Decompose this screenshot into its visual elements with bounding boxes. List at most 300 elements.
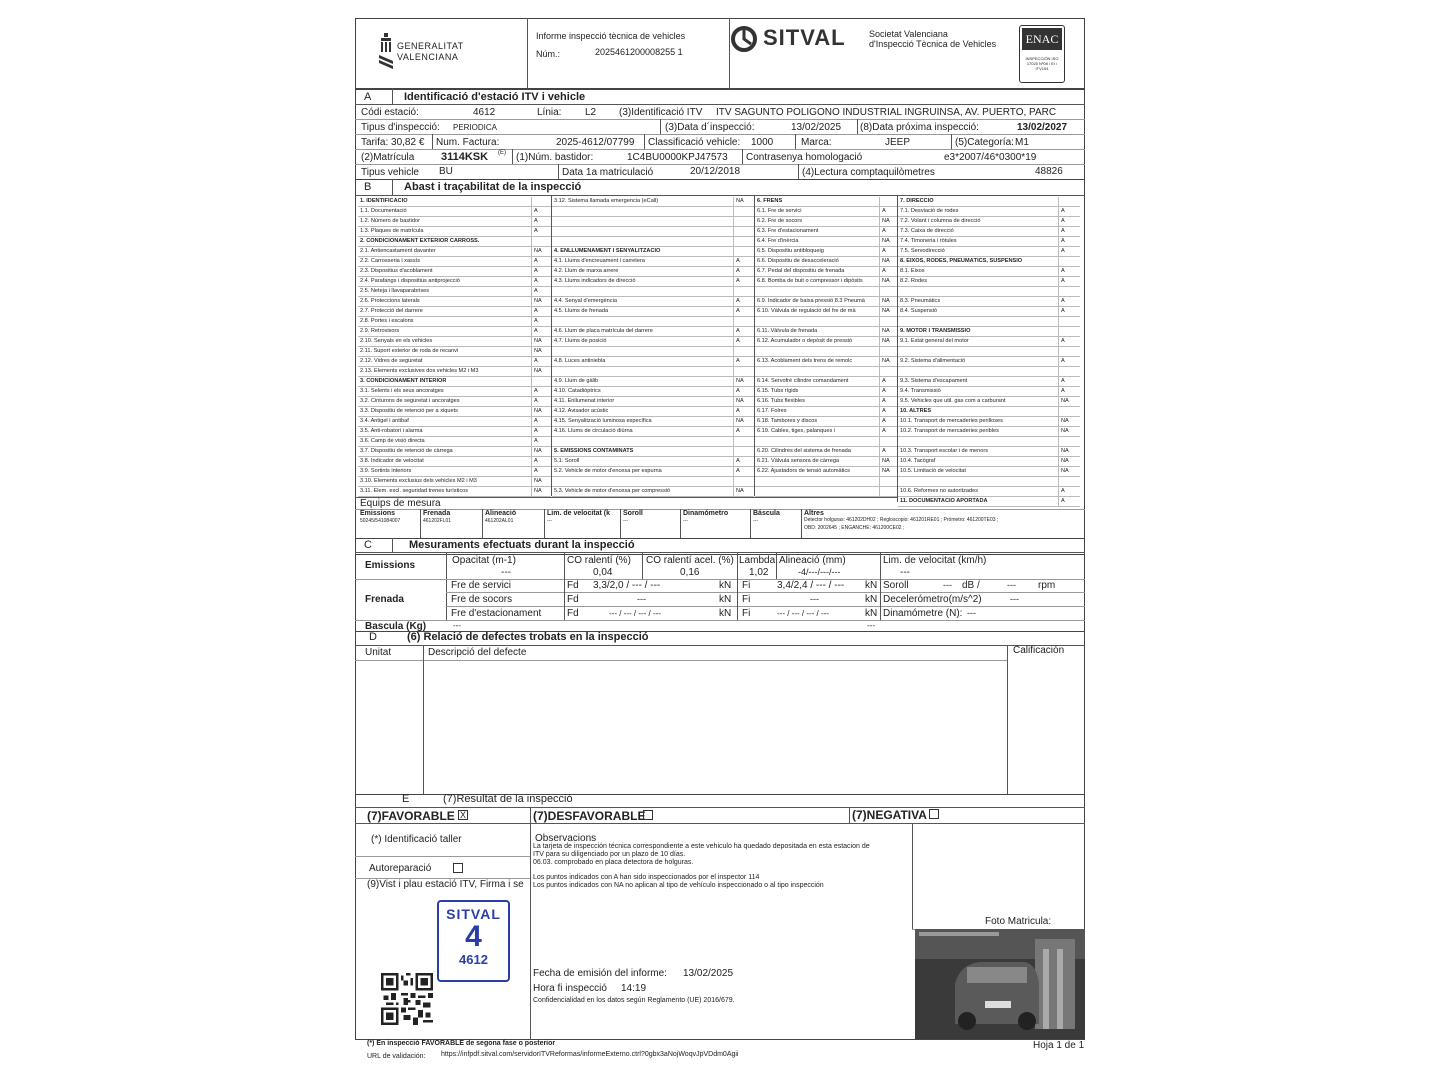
checklist-item-result: NA [882, 298, 890, 304]
marca-value: JEEP [885, 137, 911, 148]
checklist-separator [1058, 387, 1059, 396]
negativa-checkbox[interactable] [929, 809, 939, 819]
checklist-item-result: A [534, 328, 538, 334]
equips-title: Equips de mesura [360, 498, 441, 509]
col-descripcio: Descripció del defecte [428, 647, 527, 658]
observacions-title: Observacions [535, 833, 597, 844]
checklist-separator [879, 417, 880, 426]
checklist-separator [879, 197, 880, 206]
checklist-item-result: A [736, 308, 740, 314]
estac-fd-value: --- / --- / --- / --- [609, 609, 661, 618]
checklist-row [898, 377, 1080, 387]
checklist-separator [1058, 367, 1059, 376]
bascula-value: --- [453, 621, 461, 630]
obs-line-3: 06.03. comprobado en placa detectora de holguras. [533, 859, 694, 866]
checklist-item-result: NA [1061, 468, 1069, 474]
checklist-item-result: A [736, 258, 740, 264]
checklist-item-label: 2.6. Proteccions laterals [360, 298, 420, 304]
checklist-item-result: A [534, 278, 538, 284]
checklist-row [755, 487, 897, 497]
checklist-separator [879, 317, 880, 326]
checklist-row [358, 397, 551, 407]
checklist-item-result: A [736, 408, 740, 414]
prox-value: 13/02/2027 [1017, 122, 1068, 133]
dinam-label: Dinamómetre (N): [883, 608, 963, 619]
checklist-item-result: A [736, 298, 740, 304]
checklist-separator [1058, 337, 1059, 346]
checklist-item-label: 5.1. Soroll [554, 458, 580, 464]
socors-fd-label: Fd [567, 594, 579, 605]
checklist-item-result: NA [736, 488, 744, 494]
checklist-item-label: 2.4. Parafangs i dispositius antiprojecció [360, 278, 460, 284]
favorable-checkbox[interactable]: X [459, 810, 466, 820]
equips-header: Altres [804, 510, 824, 517]
checklist-item-label: 4.8. Luces antiniebla [554, 358, 606, 364]
soroll-rpm: rpm [1038, 580, 1056, 591]
checklist-row [755, 227, 897, 237]
bast-label: (1)Núm. bastidor: [516, 152, 594, 163]
checklist-item-result: NA [534, 348, 542, 354]
checklist-item-label: 10.5. Limitació de velocitat [900, 468, 966, 474]
stamp-code: 4612 [459, 952, 488, 967]
checklist-row [358, 307, 551, 317]
checklist-row [552, 367, 754, 377]
checklist-row [755, 307, 897, 317]
checklist-row [755, 347, 897, 357]
checklist-item-label: 2.11. Suport exterior de roda de recanvi [360, 348, 459, 354]
checklist-item-result: A [1061, 228, 1065, 234]
checklist-item-result: A [1061, 238, 1065, 244]
checklist-row [358, 227, 551, 237]
checklist-row [755, 237, 897, 247]
checklist-separator [733, 247, 734, 256]
sitval-logo-icon [731, 26, 757, 52]
checklist-item-result: A [882, 448, 886, 454]
data1-value: 20/12/2018 [690, 166, 741, 177]
equips-value: 461202AL01 [485, 518, 514, 524]
checklist-item-label: 6.13. Acoblament dels trens de remolc [757, 358, 853, 364]
favorable-label: (7)FAVORABLE [367, 809, 455, 823]
checklist-separator [1058, 457, 1059, 466]
checklist-row [552, 337, 754, 347]
data-value: 13/02/2025 [791, 122, 842, 133]
checklist-row [552, 267, 754, 277]
checklist-item-label: 6.22. Ajustadors de tensió automàtics [757, 468, 850, 474]
checklist-separator [879, 237, 880, 246]
equips-value: 50245/541084007 [360, 518, 401, 524]
checklist-row [898, 197, 1080, 207]
checklist-separator [879, 477, 880, 486]
checklist-item-label: 3.4. Antigel i antibaf [360, 418, 409, 424]
checklist-item-label: 8.3. Pneumàtics [900, 298, 941, 304]
checklist-column-1 [358, 197, 551, 497]
checklist-item-label: 10.4. Tacògraf [900, 458, 936, 464]
checklist-row [755, 297, 897, 307]
checklist-item-result: NA [882, 308, 890, 314]
negativa-label: (7)NEGATIVA [852, 808, 927, 822]
checklist-separator [531, 207, 532, 216]
checklist-item-result: A [1061, 388, 1065, 394]
checklist-separator [1058, 487, 1059, 496]
checklist-row [358, 447, 551, 457]
tipus-value: PERIODICA [453, 123, 498, 132]
checklist-row [358, 247, 551, 257]
checklist-item-result: A [1061, 248, 1065, 254]
checklist-item-label: 2.5. Neteja i llavaparabrises [360, 288, 430, 294]
checklist-row [898, 347, 1080, 357]
checklist-item-label: 6.4. Fre d'inèrcia [757, 238, 799, 244]
checklist-separator [531, 197, 532, 206]
checklist-separator [733, 267, 734, 276]
checklist-item-result: NA [882, 218, 890, 224]
checklist-row [898, 427, 1080, 437]
checklist-row [898, 387, 1080, 397]
checklist-item-label: 7.3. Caixa de direcció [900, 228, 954, 234]
checklist-item-result: A [534, 258, 538, 264]
checklist-row [898, 407, 1080, 417]
stamp-top: SITVAL [446, 906, 501, 922]
checklist-item-result: NA [1061, 428, 1069, 434]
checklist-separator [879, 377, 880, 386]
socors-fd-kn: kN [719, 594, 732, 605]
ident-value: ITV SAGUNTO POLIGONO INDUSTRIAL INGRUINSA, AV. PUERTO, PARC [716, 107, 1057, 118]
checklist-item-result: A [534, 458, 538, 464]
checklist-item-result: NA [534, 448, 542, 454]
checklist-item-label: 2.13. Elements exclusives dos vehicles M2 i M3 [360, 368, 479, 374]
checklist-separator [531, 267, 532, 276]
co-acel-label: CO ralentí acel. (%) [646, 555, 734, 566]
confidencialidad-text: Confidencialidad en los datos según Reglamento (UE) 2016/679. [533, 997, 735, 1004]
foto-matricula-label: Foto Matricula: [985, 916, 1052, 927]
co-ralenti-label: CO ralentí (%) [567, 555, 631, 566]
checklist-item-result: A [736, 268, 740, 274]
checklist-row [898, 217, 1080, 227]
checklist-row [358, 437, 551, 447]
checklist-row [755, 457, 897, 467]
checklist-item-result: A [736, 388, 740, 394]
checklist-item-label: 6.17. Folres [757, 408, 787, 414]
checklist-item-label: 2. CONDICIONAMENT EXTERIOR CARROSS. [360, 238, 480, 244]
checklist-item-result: A [882, 428, 886, 434]
checklist-row [358, 237, 551, 247]
checklist-row [552, 247, 754, 257]
checklist-item-result: NA [882, 458, 890, 464]
checklist-separator [879, 227, 880, 236]
checklist-row [755, 197, 897, 207]
checklist-row [898, 467, 1080, 477]
checklist-item-result: A [534, 438, 538, 444]
equips-header: Dinamómetro [683, 510, 729, 517]
estac-label: Fre d'estacionament [451, 608, 542, 619]
checklist-separator [1058, 427, 1059, 436]
checklist-item-label: 5.3. Vehicle de motor d'encesa per compressió [554, 488, 671, 494]
tarifa: Tarifa: 30,82 € [361, 137, 425, 148]
marca-label: Marca: [801, 137, 832, 148]
col-unitat: Unitat [365, 647, 392, 658]
mat-sup: (E) [498, 150, 506, 156]
checklist-row [552, 377, 754, 387]
checklist-separator [879, 427, 880, 436]
checklist-separator [1058, 347, 1059, 356]
checklist-item-result: A [534, 228, 538, 234]
checklist-row [552, 477, 754, 487]
checklist-separator [531, 397, 532, 406]
checklist-separator [1058, 327, 1059, 336]
checklist-item-result: A [534, 208, 538, 214]
checklist-row [898, 317, 1080, 327]
checklist-row [552, 287, 754, 297]
estac-fd-kn: kN [719, 608, 732, 619]
checklist-item-result: A [1061, 358, 1065, 364]
frenada-label: Frenada [365, 594, 404, 605]
checklist-column-3 [755, 197, 897, 497]
cat-value: M1 [1015, 137, 1029, 148]
checklist-row [358, 287, 551, 297]
checklist-separator [531, 277, 532, 286]
checklist-separator [879, 447, 880, 456]
checklist-item-result: A [1061, 278, 1065, 284]
checklist-row [358, 217, 551, 227]
inspection-report-sheet [355, 18, 1085, 1068]
checklist-separator [531, 387, 532, 396]
checklist-item-label: 8. EIXOS, RODES, PNEUMÀTICS, SUSPENSIÓ [900, 258, 1023, 264]
servei-fi-kn: kN [865, 580, 878, 591]
checklist-separator [531, 227, 532, 236]
checklist-separator [531, 317, 532, 326]
checklist-separator [733, 457, 734, 466]
checklist-separator [531, 337, 532, 346]
checklist-row [552, 277, 754, 287]
checklist-item-result: NA [534, 478, 542, 484]
checklist-separator [1058, 207, 1059, 216]
checklist-row [898, 357, 1080, 367]
socors-fi-label: Fi [742, 594, 751, 605]
checklist-separator [531, 327, 532, 336]
desfavorable-checkbox[interactable] [643, 810, 653, 820]
checklist-item-label: 2.12. Vidres de seguretat [360, 358, 423, 364]
checklist-item-label: 3.10. Elements exclusius dels vehicles M2 i M3 [360, 478, 477, 484]
dinam-value: --- [967, 608, 976, 618]
altres-line2: OBD: 2002645 ; ENGANCHE: 461200CE02 ; [804, 525, 905, 531]
checklist-item-result: NA [1061, 398, 1069, 404]
checklist-row [552, 387, 754, 397]
bascula-label: Bascula (Kg) [365, 621, 427, 632]
checklist-row [358, 457, 551, 467]
section-a-title: Identificació d'estació ITV i vehicle [404, 91, 586, 103]
km-label: (4)Lectura comptaquilòmetres [802, 167, 935, 178]
checklist-separator [733, 237, 734, 246]
checklist-separator [733, 277, 734, 286]
checklist-row [898, 307, 1080, 317]
checklist-item-result: NA [882, 328, 890, 334]
bascula-value-2: --- [867, 621, 875, 630]
altres-line1: Detector holguras: 461202DH02 ; Regloscopio: 461201RE01 ; Prómetro: 461200TE03 ; [804, 517, 999, 523]
checklist-separator [733, 297, 734, 306]
checklist-item-result: A [736, 328, 740, 334]
checklist-separator [733, 437, 734, 446]
tipus-label: Tipus d'inspecció: [361, 122, 440, 133]
checklist-row [552, 467, 754, 477]
checklist-separator [531, 357, 532, 366]
checklist-separator [1058, 257, 1059, 266]
checklist-item-result: NA [534, 248, 542, 254]
checklist-row [898, 227, 1080, 237]
emission-date-value: 13/02/2025 [683, 968, 734, 979]
checklist-row [358, 197, 551, 207]
socors-fi-value: --- [810, 594, 819, 604]
checklist-separator [733, 197, 734, 206]
checklist-separator [879, 267, 880, 276]
autoreparacio-checkbox[interactable] [453, 863, 463, 873]
checklist-item-result: A [1061, 298, 1065, 304]
checklist-row [898, 277, 1080, 287]
cat-label: (5)Categoría: [955, 137, 1014, 148]
checklist-item-label: 5. EMISSIONS CONTAMINATS [554, 448, 634, 454]
checklist-item-label: 6.18. Tambores y discos [757, 418, 818, 424]
checklist-item-result: A [882, 268, 886, 274]
url-link[interactable]: https://infpdf.sitval.com/servidorITVReformas/informeExterno.ctrl?0gbx3aNojWoqvJpVDdm0Agii [441, 1051, 739, 1058]
checklist-item-label: 3.3. Dispositiu de retenció per a xiquets [360, 408, 458, 414]
checklist-separator [733, 427, 734, 436]
checklist-item-result: A [882, 378, 886, 384]
checklist-item-label: 6.12. Acumulador o depòsit de pressió [757, 338, 853, 344]
estac-fd-label: Fd [567, 608, 579, 619]
checklist-item-label: 10.6. Reformes no autoritzades [900, 488, 979, 494]
checklist-row [898, 397, 1080, 407]
checklist-item-result: NA [1061, 448, 1069, 454]
section-c-title: Mesuraments efectuats durant la inspecció [409, 539, 635, 551]
lambda-label: Lambda [739, 555, 776, 566]
checklist-separator [1058, 417, 1059, 426]
servei-fd-kn: kN [719, 580, 732, 591]
obs-line-5: Los puntos indicados con NA no aplican al tipo de vehículo inspeccionado o al tipo inspección [533, 882, 824, 889]
checklist-separator [1058, 267, 1059, 276]
servei-fd-label: Fd [567, 580, 579, 591]
mat-label: (2)Matrícula [361, 152, 415, 163]
limvel-label: Lim. de velocitat (km/h) [883, 555, 987, 566]
socors-fd-value: --- [637, 594, 646, 604]
checklist-item-result: NA [882, 468, 890, 474]
checklist-separator [733, 337, 734, 346]
checklist-item-label: 7. DIRECCIÓ [900, 198, 934, 204]
hora-label: Hora fi inspecció [533, 983, 607, 994]
checklist-separator [733, 317, 734, 326]
enac-mark: ENAC [1022, 28, 1062, 50]
checklist-item-label: 6.3. Fre d'estacionament [757, 228, 819, 234]
gv-line2: VALENCIANA [397, 52, 459, 62]
checklist-item-label: 1.3. Plaques de matrícula [360, 228, 424, 234]
url-label: URL de validación: [367, 1053, 426, 1060]
checklist-item-label: 7.5. Servodirecció [900, 248, 945, 254]
checklist-separator [879, 467, 880, 476]
checklist-item-result: A [1061, 378, 1065, 384]
checklist-separator [1058, 237, 1059, 246]
checklist-separator [733, 377, 734, 386]
checklist-item-label: 4.16. Llums de circulació diürna [554, 428, 633, 434]
section-b-title: Abast i traçabilitat de la inspecció [404, 181, 582, 193]
checklist-item-result: A [534, 288, 538, 294]
checklist-item-result: A [736, 338, 740, 344]
checklist-separator [1058, 317, 1059, 326]
checklist-separator [531, 437, 532, 446]
checklist-row [755, 377, 897, 387]
equips-header: Lim. de velocitat (k [547, 510, 611, 517]
alin-value: -4/---/---/--- [798, 567, 841, 577]
checklist-item-label: 6.21. Vàlvula sensora de càrrega [757, 458, 840, 464]
checklist-item-label: 10.2. Transport de mercaderies peribles [900, 428, 999, 434]
checklist-column-2 [552, 197, 754, 497]
checklist-separator [879, 297, 880, 306]
checklist-row [898, 447, 1080, 457]
checklist-item-result: A [534, 468, 538, 474]
checklist-item-result: A [882, 248, 886, 254]
checklist-row [898, 337, 1080, 347]
checklist-row [898, 287, 1080, 297]
sitval-sub2: d'Inspecció Tècnica de Vehicles [869, 39, 997, 49]
checklist-row [898, 487, 1080, 497]
checklist-row [552, 417, 754, 427]
checklist-item-result: A [882, 388, 886, 394]
checklist-row [358, 207, 551, 217]
checklist-row [358, 487, 551, 497]
checklist-separator [733, 347, 734, 356]
checklist-row [755, 477, 897, 487]
checklist-separator [1058, 497, 1059, 506]
checklist-item-label: 6.11. Vàlvula de frenada [757, 328, 818, 334]
checklist-separator [879, 487, 880, 496]
checklist-separator [531, 217, 532, 226]
checklist-item-label: 4.12. Avisador acústic [554, 408, 609, 414]
checklist-row [898, 257, 1080, 267]
checklist-item-result: NA [882, 238, 890, 244]
checklist-separator [531, 417, 532, 426]
checklist-item-label: 6.2. Fre de socors [757, 218, 803, 224]
footer-note: (*) En inspecció FAVORABLE de segona fase o posterior [367, 1040, 556, 1047]
checklist-item-label: 3.2. Cinturons de seguretat i ancoratges [360, 398, 460, 404]
checklist-item-label: 8.2. Rodes [900, 278, 928, 284]
section-d-title: (6) Relació de defectes trobats en la inspecció [407, 631, 649, 643]
estac-fi-label: Fi [742, 608, 751, 619]
checklist-separator [879, 357, 880, 366]
checklist-item-label: 3.8. Indicador de velocitat [360, 458, 424, 464]
checklist-row [552, 347, 754, 357]
checklist-item-label: 10.3. Transport escolar i de menors [900, 448, 988, 454]
soroll-rpm-value: --- [1007, 580, 1016, 590]
classif-label: Classificació vehicle: [648, 137, 741, 148]
checklist-item-label: 9.2. Sistema d'alimentació [900, 358, 966, 364]
checklist-separator [1058, 247, 1059, 256]
checklist-item-label: 6.20. Cilindres del sistema de frenada [757, 448, 851, 454]
checklist-separator [733, 417, 734, 426]
checklist-separator [531, 377, 532, 386]
checklist-row [552, 197, 754, 207]
checklist-row [755, 437, 897, 447]
codi-value: 4612 [473, 107, 496, 118]
checklist-row [552, 237, 754, 247]
checklist-item-label: 6.16. Tubs flexibles [757, 398, 805, 404]
checklist-item-result: NA [882, 358, 890, 364]
checklist-row [755, 247, 897, 257]
checklist-row [552, 407, 754, 417]
checklist-item-result: NA [736, 198, 744, 204]
soroll-label: Soroll [883, 580, 909, 591]
equips-header: Báscula [753, 510, 780, 517]
checklist-row [755, 327, 897, 337]
checklist-separator [733, 287, 734, 296]
checklist-item-result: A [534, 218, 538, 224]
checklist-item-label: 2.9. Retrovisors [360, 328, 400, 334]
checklist-separator [1058, 287, 1059, 296]
